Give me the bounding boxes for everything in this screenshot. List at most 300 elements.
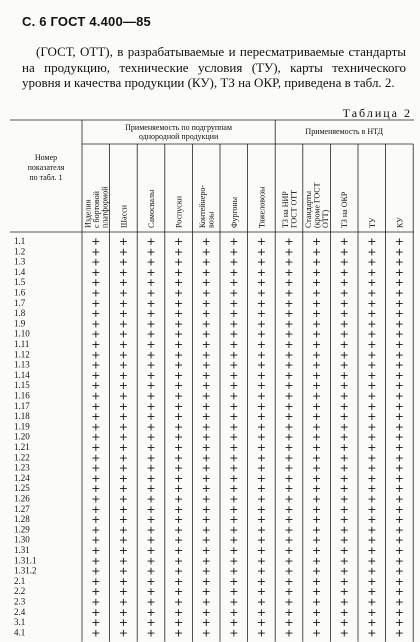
cell-mark: +: [256, 420, 267, 434]
cell-mark: +: [367, 245, 377, 259]
cell-mark: +: [146, 585, 156, 599]
cell-mark: +: [201, 513, 211, 527]
cell-mark: +: [91, 502, 101, 516]
cell-mark: +: [394, 389, 405, 403]
cell-mark: +: [311, 399, 322, 413]
table-grid: [10, 120, 414, 640]
cell-mark: +: [173, 235, 184, 249]
cell-mark: +: [367, 441, 377, 455]
cell-mark: +: [201, 276, 211, 290]
cell-mark: +: [91, 389, 101, 403]
cell-mark: +: [311, 441, 322, 455]
cell-mark: +: [256, 389, 267, 403]
row-label: 1.1: [14, 236, 26, 247]
cell-mark: +: [201, 358, 211, 372]
cell-mark: +: [394, 265, 405, 279]
cell-mark: +: [367, 461, 377, 475]
cell-mark: +: [173, 348, 184, 362]
cell-mark: +: [173, 368, 184, 382]
row-label: 1.31.1: [14, 555, 37, 566]
cell-mark: +: [284, 585, 294, 599]
page-header: С. 6 ГОСТ 4.400—85: [22, 14, 151, 29]
column-header-text: возы: [206, 211, 216, 228]
cell-mark: +: [173, 327, 184, 341]
table-caption: Таблица 2: [342, 106, 412, 120]
cell-mark: +: [146, 544, 156, 558]
cell-mark: +: [118, 492, 129, 506]
cell-mark: +: [256, 544, 267, 558]
cell-mark: +: [339, 389, 349, 403]
cell-mark: +: [394, 595, 405, 609]
cell-mark: +: [311, 626, 322, 640]
row-label: 4.1: [14, 627, 26, 638]
cell-mark: +: [146, 307, 156, 321]
row-label: 1.13: [14, 359, 30, 370]
cell-mark: +: [91, 441, 101, 455]
cell-mark: +: [201, 544, 211, 558]
cell-mark: +: [146, 245, 156, 259]
column-header-text: Роспуски: [174, 196, 184, 228]
cell-mark: +: [311, 564, 322, 578]
cell-mark: +: [146, 471, 156, 485]
cell-mark: +: [394, 554, 405, 568]
cell-mark: +: [284, 286, 294, 300]
cell-mark: +: [256, 410, 267, 424]
cell-mark: +: [311, 574, 322, 588]
cell-mark: +: [229, 492, 239, 506]
cell-mark: +: [367, 626, 377, 640]
cell-mark: +: [229, 616, 239, 630]
cell-mark: +: [394, 368, 405, 382]
cell-mark: +: [311, 585, 322, 599]
cell-mark: +: [118, 255, 129, 269]
cell-mark: +: [367, 554, 377, 568]
cell-mark: +: [201, 296, 211, 310]
cell-mark: +: [229, 286, 239, 300]
cell-mark: +: [201, 265, 211, 279]
cell-mark: +: [339, 410, 349, 424]
cell-mark: +: [229, 368, 239, 382]
cell-mark: +: [173, 296, 184, 310]
cell-mark: +: [367, 533, 377, 547]
cell-mark: +: [229, 276, 239, 290]
cell-mark: +: [118, 554, 129, 568]
column-header-text: Фургоны: [229, 196, 239, 228]
cell-mark: +: [367, 276, 377, 290]
cell-mark: +: [173, 513, 184, 527]
cell-mark: +: [394, 461, 405, 475]
cell-mark: +: [118, 461, 129, 475]
cell-mark: +: [229, 502, 239, 516]
cell-mark: +: [367, 379, 377, 393]
cell-mark: +: [311, 265, 322, 279]
cell-mark: +: [256, 379, 267, 393]
cell-mark: +: [118, 338, 129, 352]
cell-mark: +: [311, 595, 322, 609]
cell-mark: +: [394, 544, 405, 558]
row-label: 1.29: [14, 524, 30, 535]
cell-mark: +: [229, 471, 239, 485]
column-header-text: ТУ: [367, 217, 377, 228]
cell-mark: +: [256, 564, 267, 578]
cell-mark: +: [311, 389, 322, 403]
cell-mark: +: [91, 338, 101, 352]
cell-mark: +: [118, 307, 129, 321]
cell-mark: +: [284, 471, 294, 485]
cell-mark: +: [229, 255, 239, 269]
cell-mark: +: [146, 410, 156, 424]
cell-mark: +: [146, 296, 156, 310]
cell-mark: +: [367, 523, 377, 537]
cell-mark: +: [339, 358, 349, 372]
cell-mark: +: [229, 265, 239, 279]
cell-mark: +: [256, 245, 267, 259]
cell-mark: +: [284, 358, 294, 372]
cell-mark: +: [201, 451, 211, 465]
cell-mark: +: [394, 533, 405, 547]
cell-mark: +: [91, 235, 101, 249]
row-label: 2.1: [14, 575, 26, 586]
cell-mark: +: [339, 605, 349, 619]
row-label: 1.9: [14, 318, 26, 329]
cell-mark: +: [91, 379, 101, 393]
cell-mark: +: [284, 626, 294, 640]
cell-mark: +: [339, 420, 349, 434]
cell-mark: +: [146, 235, 156, 249]
cell-mark: +: [229, 533, 239, 547]
cell-mark: +: [284, 482, 294, 496]
cell-mark: +: [311, 255, 322, 269]
cell-mark: +: [229, 317, 239, 331]
cell-mark: +: [311, 368, 322, 382]
cell-mark: +: [256, 430, 267, 444]
cell-mark: +: [173, 523, 184, 537]
cell-mark: +: [146, 513, 156, 527]
cell-mark: +: [146, 502, 156, 516]
cell-mark: +: [256, 574, 267, 588]
cell-mark: +: [284, 327, 294, 341]
cell-mark: +: [173, 451, 184, 465]
cell-mark: +: [118, 626, 129, 640]
cell-mark: +: [229, 399, 239, 413]
cell-mark: +: [201, 379, 211, 393]
cell-mark: +: [256, 605, 267, 619]
cell-mark: +: [91, 461, 101, 475]
cell-mark: +: [367, 585, 377, 599]
cell-mark: +: [118, 451, 129, 465]
cell-mark: +: [311, 245, 322, 259]
cell-mark: +: [146, 327, 156, 341]
cell-mark: +: [118, 276, 129, 290]
cell-mark: +: [284, 451, 294, 465]
cell-mark: +: [91, 626, 101, 640]
cell-mark: +: [91, 296, 101, 310]
row-label: 1.3: [14, 256, 26, 267]
cell-mark: +: [284, 502, 294, 516]
cell-mark: +: [394, 286, 405, 300]
cell-mark: +: [256, 585, 267, 599]
cell-mark: +: [284, 554, 294, 568]
cell-mark: +: [146, 276, 156, 290]
cell-mark: +: [256, 296, 267, 310]
row-label: 1.5: [14, 277, 26, 288]
cell-mark: +: [118, 430, 129, 444]
cell-mark: +: [118, 379, 129, 393]
cell-mark: +: [394, 523, 405, 537]
cell-mark: +: [173, 554, 184, 568]
cell-mark: +: [118, 420, 129, 434]
cell-mark: +: [339, 296, 349, 310]
group1-title: однородной продукции: [138, 132, 219, 141]
cell-mark: +: [201, 286, 211, 300]
cell-mark: +: [311, 523, 322, 537]
cell-mark: +: [173, 338, 184, 352]
cell-mark: +: [173, 595, 184, 609]
cell-mark: +: [229, 296, 239, 310]
cell-mark: +: [367, 420, 377, 434]
cell-mark: +: [91, 317, 101, 331]
cell-mark: +: [367, 317, 377, 331]
cell-mark: +: [311, 317, 322, 331]
cell-mark: +: [367, 605, 377, 619]
cell-mark: +: [311, 430, 322, 444]
cell-mark: +: [339, 338, 349, 352]
cell-mark: +: [146, 399, 156, 413]
cell-mark: +: [173, 430, 184, 444]
cell-mark: +: [284, 235, 294, 249]
cell-mark: +: [394, 399, 405, 413]
cell-mark: +: [339, 574, 349, 588]
row-label: 1.27: [14, 503, 30, 514]
cell-mark: +: [284, 265, 294, 279]
cell-mark: +: [394, 245, 405, 259]
cell-mark: +: [118, 544, 129, 558]
cell-mark: +: [201, 420, 211, 434]
cell-mark: +: [118, 605, 129, 619]
cell-mark: +: [91, 276, 101, 290]
cell-mark: +: [284, 574, 294, 588]
cell-mark: +: [91, 286, 101, 300]
cell-mark: +: [311, 379, 322, 393]
cell-mark: +: [339, 523, 349, 537]
row-label: 1.23: [14, 462, 30, 473]
cell-mark: +: [91, 605, 101, 619]
cell-mark: +: [91, 307, 101, 321]
cell-mark: +: [284, 430, 294, 444]
cell-mark: +: [311, 513, 322, 527]
cell-mark: +: [91, 482, 101, 496]
cell-mark: +: [118, 533, 129, 547]
cell-mark: +: [91, 574, 101, 588]
cell-mark: +: [339, 564, 349, 578]
cell-mark: +: [256, 286, 267, 300]
cell-mark: +: [311, 492, 322, 506]
cell-mark: +: [311, 276, 322, 290]
cell-mark: +: [229, 544, 239, 558]
row-label: 2.3: [14, 596, 26, 607]
cell-mark: +: [284, 461, 294, 475]
cell-mark: +: [201, 564, 211, 578]
cell-mark: +: [91, 430, 101, 444]
cell-mark: +: [339, 461, 349, 475]
cell-mark: +: [229, 327, 239, 341]
cell-mark: +: [91, 523, 101, 537]
cell-mark: +: [367, 451, 377, 465]
cell-mark: +: [118, 410, 129, 424]
cell-mark: +: [173, 276, 184, 290]
cell-mark: +: [394, 430, 405, 444]
cell-mark: +: [229, 389, 239, 403]
cell-mark: +: [146, 286, 156, 300]
cell-mark: +: [339, 626, 349, 640]
cell-mark: +: [256, 348, 267, 362]
cell-mark: +: [146, 574, 156, 588]
cell-mark: +: [201, 368, 211, 382]
cell-mark: +: [201, 441, 211, 455]
cell-mark: +: [229, 626, 239, 640]
cell-mark: +: [339, 502, 349, 516]
applicability-table: [10, 120, 414, 640]
row-label: 1.21: [14, 442, 30, 453]
cell-mark: +: [311, 420, 322, 434]
cell-mark: +: [91, 616, 101, 630]
cell-mark: +: [146, 441, 156, 455]
cell-mark: +: [118, 265, 129, 279]
cell-mark: +: [339, 245, 349, 259]
cell-mark: +: [284, 317, 294, 331]
cell-mark: +: [173, 358, 184, 372]
column-header-text: Тяжеловозы: [257, 186, 267, 228]
cell-mark: +: [311, 235, 322, 249]
column-header-text: Шасси: [119, 204, 129, 228]
cell-mark: +: [146, 358, 156, 372]
cell-mark: +: [311, 461, 322, 475]
cell-mark: +: [339, 307, 349, 321]
cell-mark: +: [284, 564, 294, 578]
cell-mark: +: [173, 626, 184, 640]
cell-mark: +: [339, 265, 349, 279]
cell-mark: +: [173, 544, 184, 558]
cell-mark: +: [118, 564, 129, 578]
cell-mark: +: [339, 441, 349, 455]
cell-mark: +: [367, 296, 377, 310]
cell-mark: +: [201, 461, 211, 475]
cell-mark: +: [394, 574, 405, 588]
cell-mark: +: [394, 585, 405, 599]
column-header-text: с бортовой: [91, 191, 101, 228]
cell-mark: +: [229, 574, 239, 588]
cell-mark: +: [367, 389, 377, 403]
cell-mark: +: [339, 255, 349, 269]
cell-mark: +: [201, 399, 211, 413]
column-header-text: (кроме ГОСТ: [312, 182, 322, 228]
cell-mark: +: [311, 616, 322, 630]
cell-mark: +: [146, 255, 156, 269]
cell-mark: +: [146, 595, 156, 609]
cell-mark: +: [91, 265, 101, 279]
cell-mark: +: [256, 513, 267, 527]
cell-mark: +: [201, 389, 211, 403]
cell-mark: +: [146, 626, 156, 640]
cell-mark: +: [229, 513, 239, 527]
cell-mark: +: [284, 389, 294, 403]
cell-mark: +: [256, 451, 267, 465]
cell-mark: +: [118, 286, 129, 300]
cell-mark: +: [201, 245, 211, 259]
cell-mark: +: [256, 276, 267, 290]
row-label: 1.31: [14, 545, 30, 556]
cell-mark: +: [394, 441, 405, 455]
cell-mark: +: [367, 595, 377, 609]
row-label: 2.4: [14, 606, 26, 617]
cell-mark: +: [284, 595, 294, 609]
cell-mark: +: [256, 554, 267, 568]
column-header-text: КУ: [395, 217, 405, 228]
cell-mark: +: [284, 533, 294, 547]
cell-mark: +: [229, 379, 239, 393]
cell-mark: +: [201, 348, 211, 362]
cell-mark: +: [146, 317, 156, 331]
cell-mark: +: [91, 420, 101, 434]
cell-mark: +: [201, 471, 211, 485]
cell-mark: +: [367, 338, 377, 352]
cell-mark: +: [394, 410, 405, 424]
cell-mark: +: [91, 513, 101, 527]
cell-mark: +: [311, 605, 322, 619]
cell-mark: +: [256, 523, 267, 537]
row-label: 1.18: [14, 411, 30, 422]
cell-mark: +: [118, 358, 129, 372]
row-label: 1.14: [14, 369, 30, 380]
cell-mark: +: [284, 368, 294, 382]
cell-mark: +: [146, 265, 156, 279]
cell-mark: +: [367, 492, 377, 506]
cell-mark: +: [394, 420, 405, 434]
cell-mark: +: [146, 368, 156, 382]
cell-mark: +: [229, 410, 239, 424]
cell-mark: +: [201, 502, 211, 516]
row-header-text: по табл. 1: [29, 173, 63, 182]
row-label: 1.6: [14, 287, 26, 298]
row-label: 1.19: [14, 421, 30, 432]
cell-mark: +: [173, 245, 184, 259]
cell-mark: +: [118, 502, 129, 516]
cell-mark: +: [367, 574, 377, 588]
cell-mark: +: [118, 327, 129, 341]
cell-mark: +: [367, 399, 377, 413]
cell-mark: +: [146, 420, 156, 434]
cell-mark: +: [284, 379, 294, 393]
cell-mark: +: [339, 276, 349, 290]
column-header-text: платформой: [100, 186, 110, 228]
cell-mark: +: [284, 245, 294, 259]
row-label: 1.20: [14, 431, 30, 442]
cell-mark: +: [118, 523, 129, 537]
row-label: 3.1: [14, 617, 26, 628]
cell-mark: +: [367, 348, 377, 362]
cell-mark: +: [118, 317, 129, 331]
cell-mark: +: [201, 595, 211, 609]
cell-mark: +: [311, 348, 322, 362]
cell-mark: +: [173, 441, 184, 455]
cell-mark: +: [284, 348, 294, 362]
cell-mark: +: [201, 327, 211, 341]
cell-mark: +: [201, 430, 211, 444]
cell-mark: +: [146, 605, 156, 619]
cell-mark: +: [201, 533, 211, 547]
cell-mark: +: [146, 523, 156, 537]
cell-mark: +: [118, 482, 129, 496]
